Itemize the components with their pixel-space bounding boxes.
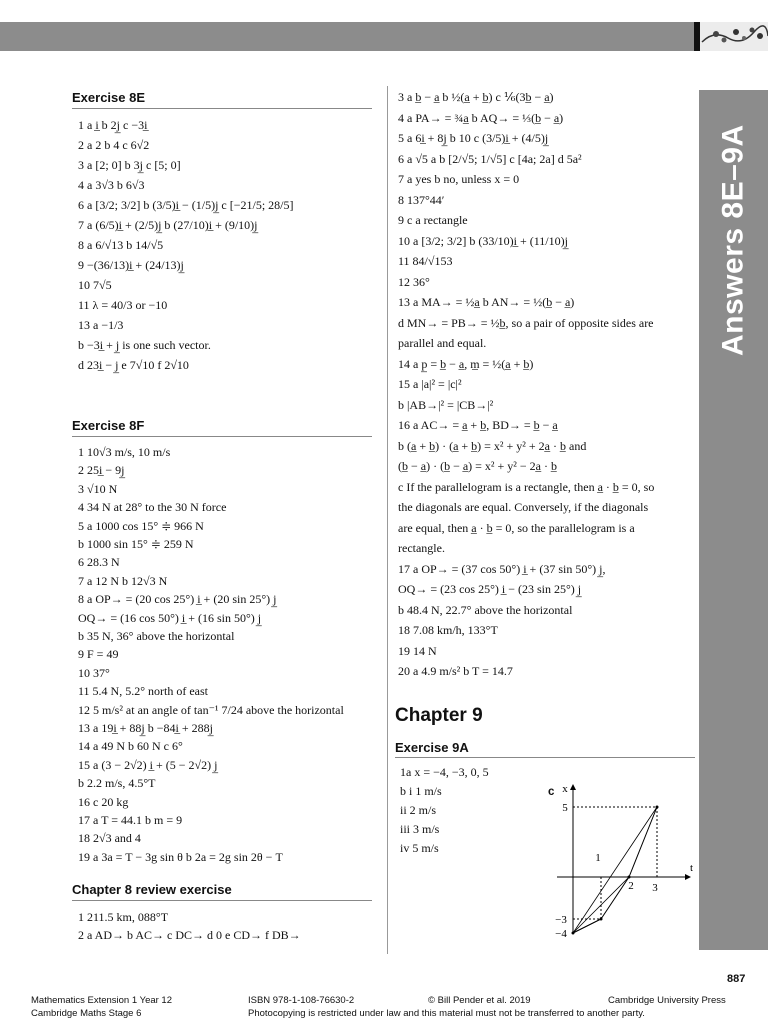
answer-line: 15 a (3 − 2√2) i̲ + (5 − 2√2) j̲ [78, 757, 218, 772]
heading-rule [72, 436, 372, 437]
column-divider [387, 86, 388, 954]
heading-exercise-8e: Exercise 8E [72, 90, 146, 105]
answer-line: 8 a OP→ = (20 cos 25°) i̲ + (20 sin 25°) j̲ [78, 592, 277, 607]
top-banner [0, 22, 700, 51]
answer-line: 9 −(36/13)i̲ + (24/13)j̲ [78, 258, 184, 272]
answer-line: 4 a PA→ = ¾a̲ b AQ→ = ⅓(b̲ − a̲) [398, 110, 564, 125]
answer-line: c If the parallelogram is a rectangle, then a̲ · b̲ = 0, so [398, 479, 655, 494]
answer-line: d MN→ = PB→ = ½b̲, so a pair of opposite sides are [398, 315, 654, 330]
answer-line: 14 a p̲ = b̲ − a̲, m̲ = ½(a̲ + b̲) [398, 356, 534, 371]
answer-line: 4 34 N at 28° to the 30 N force [78, 500, 227, 515]
heading-exercise-8f: Exercise 8F [72, 418, 145, 433]
branch-illustration [694, 22, 768, 51]
answer-line: b 1000 sin 15° ≑ 259 N [78, 537, 194, 551]
answer-line: b −3i̲ + j̲ is one such vector. [78, 338, 211, 352]
answer-line: b 35 N, 36° above the horizontal [78, 629, 235, 643]
answer-line: 3 a [2; 0] b 3j̲ c [5; 0] [78, 158, 181, 172]
answer-line: 6 28.3 N [78, 555, 120, 570]
answer-line: 5 a 1000 cos 15° ≑ 966 N [78, 518, 204, 533]
answer-line: 12 36° [398, 274, 430, 289]
heading-chapter-9: Chapter 9 [395, 705, 483, 726]
answer-line: b |AB→|² = |CB→|² [398, 397, 494, 412]
footer-isbn: ISBN 978-1-108-76630-2 [248, 995, 355, 1006]
answer-line: 3 √10 N [78, 481, 118, 496]
y-axis-label: x [562, 783, 568, 795]
answer-line: 18 7.08 km/h, 133°T [398, 623, 498, 637]
x-axis-label: t [689, 862, 693, 874]
answer-line: 16 c 20 kg [78, 794, 129, 809]
answer-line: 1 10√3 m/s, 10 m/s [78, 445, 171, 459]
answer-line: 5 a 6i̲ + 8j̲ b 10 c (3/5)i̲ + (4/5)j̲ [398, 131, 549, 145]
answer-line: b i 1 m/s [400, 784, 442, 798]
graph-part-label: c [548, 786, 555, 798]
answer-line: 8 a 6/√13 b 14/√5 [78, 238, 164, 252]
answer-line: 9 c a rectangle [398, 213, 468, 227]
answer-line: 2 a AD→ b AC→ c DC→ d 0 e CD→ f DB→ [78, 928, 301, 942]
data-point [600, 918, 603, 921]
answer-line: 10 7√5 [78, 278, 112, 292]
answer-line: 8 137°44′ [398, 192, 445, 207]
answer-line: 2 a 2 b 4 c 6√2 [78, 138, 150, 152]
answer-line: 11 λ = 40/3 or −10 [78, 298, 168, 312]
tick-label-neg3: −3 [555, 914, 567, 926]
answer-line: 13 a 19i̲ + 88j̲ b −84i̲ + 288j̲ [78, 721, 213, 735]
answer-line: 17 a OP→ = (37 cos 50°) i̲ + (37 sin 50°) j̲, [398, 561, 606, 576]
answer-line: parallel and equal. [398, 336, 487, 350]
answer-line: 16 a AC→ = a̲ + b̲, BD→ = b̲ − a̲ [398, 418, 558, 432]
chord-line [573, 807, 657, 933]
side-tab-label: Answers 8E–9A [716, 124, 750, 356]
answer-line: 12 5 m/s² at an angle of tan⁻¹ 7/24 above the horizontal [78, 702, 344, 717]
answer-line: 19 14 N [398, 643, 437, 658]
answer-line: 2 25i̲ − 9j̲ [78, 463, 125, 478]
heading-rule [72, 900, 372, 901]
answer-line: 17 a T = 44.1 b m = 9 [78, 813, 183, 827]
answer-line: 18 2√3 and 4 [78, 831, 141, 846]
answer-line: 1a x = −4, −3, 0, 5 [400, 765, 489, 779]
answer-line: 6 a [3/2; 3/2] b (3/5)i̲ − (1/5)j̲ c [−21/5; 28/5] [78, 198, 294, 212]
answers-side-tab [699, 90, 768, 950]
answer-line: b 2.2 m/s, 4.5°T [78, 776, 156, 791]
answer-line: are equal, then a̲ · b̲ = 0, so the parallelogram is a [398, 520, 635, 535]
footer-book-title: Mathematics Extension 1 Year 12 [31, 995, 173, 1006]
answer-line: iii 3 m/s [400, 822, 440, 836]
answer-line: 13 a −1/3 [78, 318, 124, 332]
heading-chapter-8-review: Chapter 8 review exercise [72, 882, 232, 897]
answer-line: 10 a [3/2; 3/2] b (33/10)i̲ + (11/10)j̲ [398, 233, 568, 248]
answer-line: 13 a MA→ = ½a̲ b AN→ = ½(b̲ − a̲) [398, 295, 575, 309]
answer-line: 7 a 12 N b 12√3 N [78, 573, 168, 588]
footer-copyright: © Bill Pender et al. 2019 [428, 995, 531, 1006]
answer-line: 4 a 3√3 b 6√3 [78, 178, 145, 192]
answer-line: 1 a i̲ b 2j̲ c −3i̲ [78, 118, 148, 132]
footer-series: Cambridge Maths Stage 6 [31, 1008, 142, 1019]
data-point [656, 806, 659, 809]
data-point [628, 876, 631, 879]
answer-line: d 23i̲ − j̲ e 7√10 f 2√10 [78, 358, 189, 372]
answer-line: b (a̲ + b̲) · (a̲ + b̲) = x² + y² + 2a̲ · b̲ and [398, 438, 587, 453]
tick-label-1: 1 [595, 852, 601, 864]
x-axis-arrow [685, 874, 691, 880]
answer-line: 11 5.4 N, 5.2° north of east [78, 684, 209, 699]
decorative-corner-image [694, 22, 768, 51]
answer-line: 3 a b̲ − a̲ b ½(a̲ + b̲) c ⅙(3b̲ − a̲) [398, 90, 554, 104]
heading-rule [395, 757, 695, 758]
answer-line: 10 37° [78, 665, 110, 680]
answer-line: 7 a yes b no, unless x = 0 [398, 172, 520, 186]
answer-line: 11 84/√153 [398, 254, 453, 268]
data-point [572, 932, 575, 935]
footer-notice: Photocopying is restricted under law and this material must not be transferred to another party. [248, 1008, 645, 1019]
answer-line: 7 a (6/5)i̲ + (2/5)j̲ b (27/10)i̲ + (9/10)j̲ [78, 218, 258, 232]
tick-label-3: 3 [652, 882, 658, 894]
answer-line: 6 a √5 a b [2/√5; 1/√5] c [4a; 2a] d 5a² [398, 151, 582, 166]
heading-rule [72, 108, 372, 109]
answer-line: (b̲ − a̲) · (b̲ − a̲) = x² + y² − 2a̲ · b̲ [398, 459, 557, 473]
answer-line: OQ→ = (23 cos 25°) i̲ − (23 sin 25°) j̲ [398, 582, 582, 596]
displacement-time-graph [555, 782, 695, 942]
answer-line: 9 F = 49 [78, 647, 119, 662]
tick-label-2: 2 [628, 880, 634, 892]
page-number: 887 [727, 973, 746, 985]
answer-line: iv 5 m/s [400, 841, 439, 855]
tick-label-5: 5 [562, 802, 568, 814]
footer-publisher: Cambridge University Press [608, 995, 726, 1006]
answer-line: 15 a |a|² = |c|² [398, 377, 462, 391]
answer-line: 1 211.5 km, 088°T [78, 910, 169, 924]
answer-line: OQ→ = (16 cos 50°) i̲ + (16 sin 50°) j̲ [78, 610, 262, 625]
answer-line: the diagonals are equal. Conversely, if the diagonals [398, 500, 649, 514]
answer-line: rectangle. [398, 541, 445, 555]
answer-line: 20 a 4.9 m/s² b T = 14.7 [398, 664, 513, 678]
answer-line: 14 a 49 N b 60 N c 6° [78, 739, 183, 754]
answer-line: ii 2 m/s [400, 803, 437, 817]
answer-line: b 48.4 N, 22.7° above the horizontal [398, 602, 573, 617]
y-axis-arrow [570, 784, 576, 790]
heading-exercise-9a: Exercise 9A [395, 740, 469, 755]
tick-label-neg4: −4 [555, 928, 567, 940]
answer-line: 19 a 3a = T − 3g sin θ b 2a = 2g sin 2θ − T [78, 849, 283, 864]
